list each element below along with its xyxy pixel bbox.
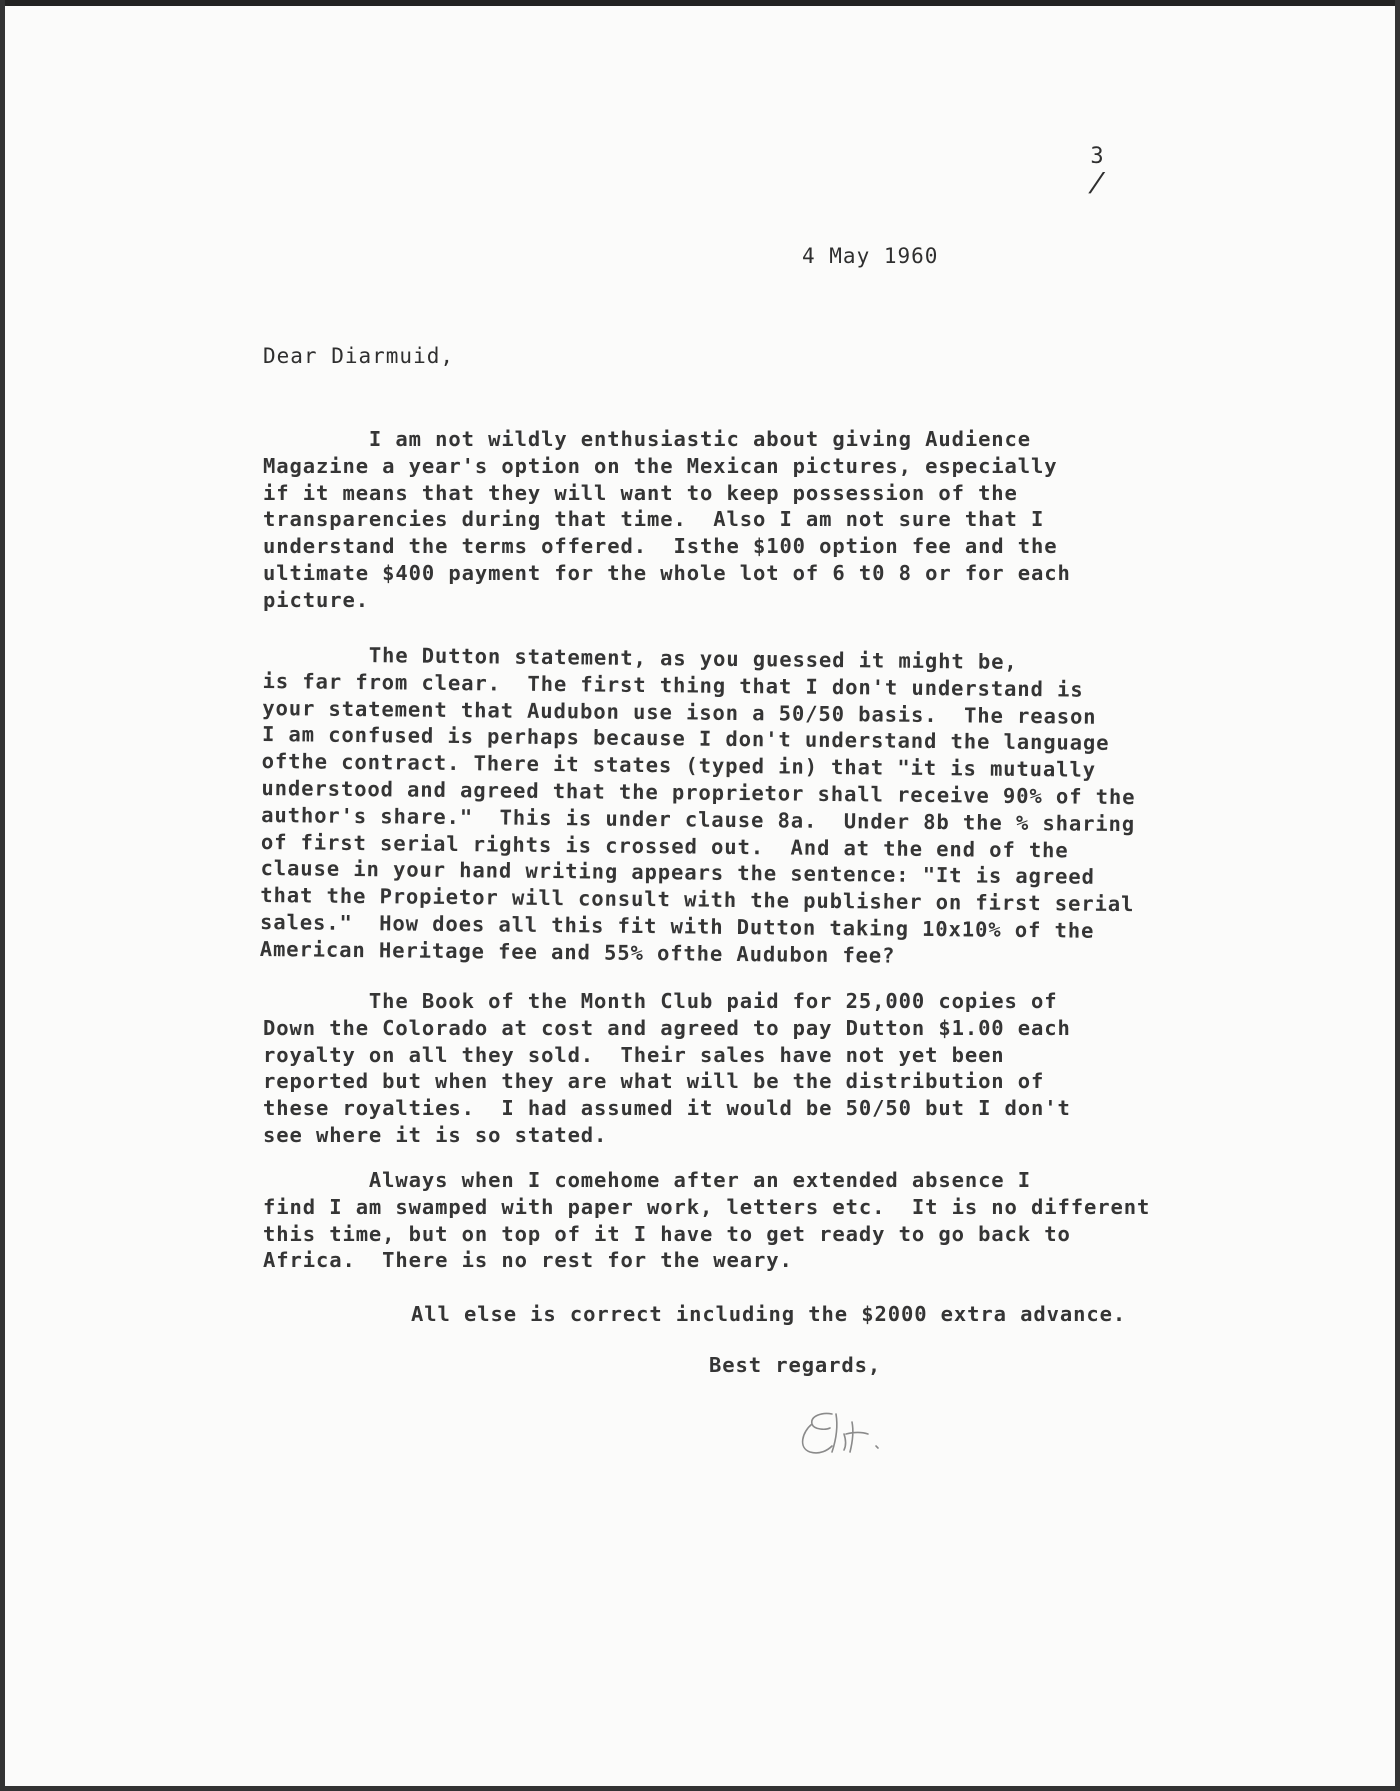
- handwritten-signature: [792, 1400, 912, 1470]
- closing-line: All else is correct including the $2000 extra advance.: [411, 1302, 1127, 1326]
- valediction: Best regards,: [709, 1353, 882, 1377]
- scan-edge-top: [0, 0, 1400, 6]
- page-number: 3: [1090, 144, 1104, 169]
- salutation: Dear Diarmuid,: [263, 344, 455, 368]
- paragraph-dutton-statement: The Dutton statement, as you guessed it might be, is far from clear. The first thing that I don't understand is your statement that Audubon use ison a 50/50 basis. The reason I am confused is perhaps because I don't understand the language ofthe contract. There it states (typed in) that "it is mutually understood and agreed that the proprietor shall receive 90% of the author's share." This is under clause 8a. Under 8b the % sharing of first serial rights is crossed out. And at the end of the clause in your hand writing appears the sentence: "It is agreed that the Propietor will consult with the publisher on first serial sales." How does all this fit with Dutton taking 10x10% of the American Heritage fee and 55% ofthe Audubon fee?: [259, 641, 1136, 968]
- scan-edge-left: [0, 0, 5, 1791]
- paragraph-audience-magazine: I am not wildly enthusiastic about giving Audience Magazine a year's option on the Mexican pictures, especially if it means that they will want to keep possession of the transparencies during that time. Also I am not sure that I understand the terms offered. Isthe $100 option fee and the ultimate $400 payment for the whole lot of 6 t0 8 or for each picture.: [263, 427, 1071, 612]
- scan-edge-bottom: [0, 1786, 1400, 1791]
- scan-edge-right: [1395, 0, 1400, 1791]
- page-number-block: [1082, 144, 1112, 196]
- paragraph-paper-work: Always when I comehome after an extended absence I find I am swamped with paper work, letters etc. It is no different this time, but on top of it I have to get ready to go back to Africa. There is no rest for the weary.: [263, 1168, 1151, 1273]
- paragraph-book-of-month-club: The Book of the Month Club paid for 25,000 copies of Down the Colorado at cost and agreed to pay Dutton $1.00 each royalty on all they sold. Their sales have not yet been reported but when they are what will be the distribution of these royalties. I had assumed it would be 50/50 but I don't see where it is so stated.: [263, 989, 1071, 1147]
- letter-date: 4 May 1960: [802, 244, 939, 268]
- page-mark: /: [1085, 168, 1109, 198]
